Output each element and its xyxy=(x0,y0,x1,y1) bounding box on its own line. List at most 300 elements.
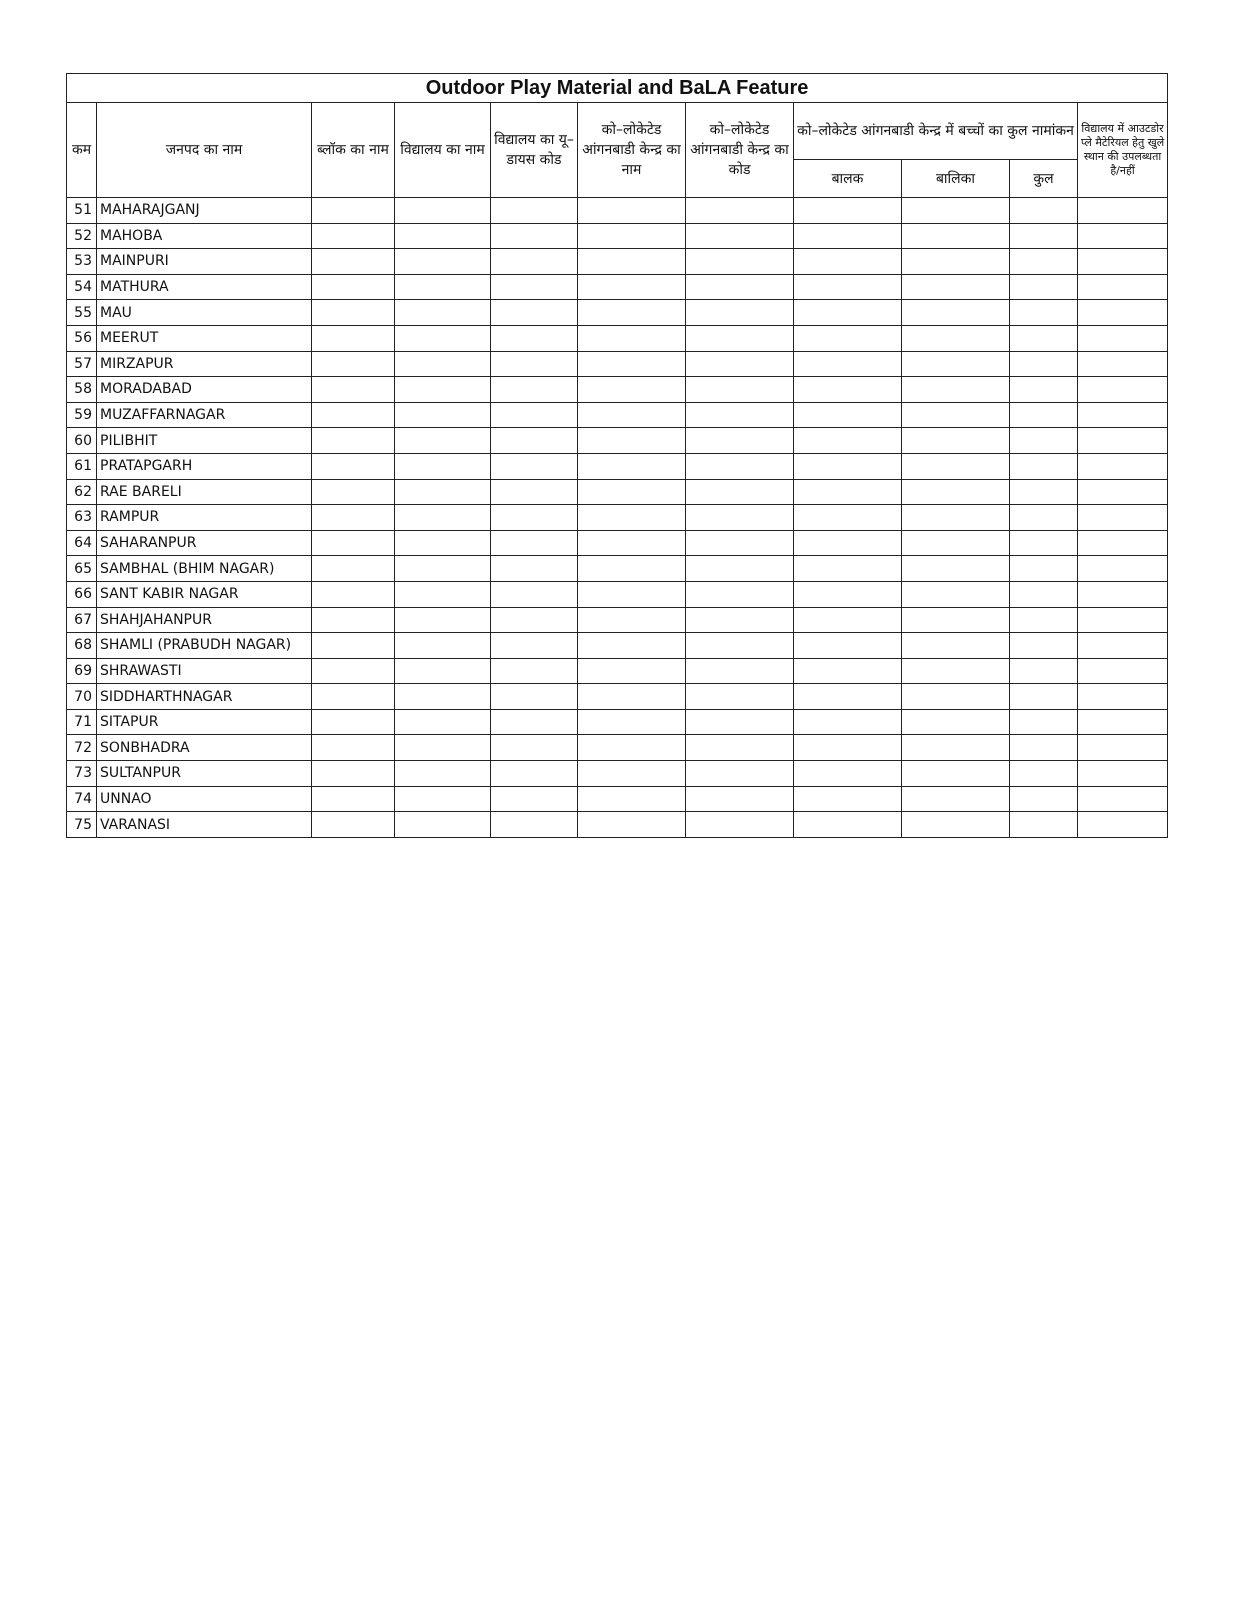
empty-cell[interactable] xyxy=(578,223,686,249)
row-district: SHRAWASTI xyxy=(97,658,312,684)
empty-cell[interactable] xyxy=(794,684,902,710)
empty-cell[interactable] xyxy=(686,453,794,479)
row-district: SAHARANPUR xyxy=(97,530,312,556)
row-district: SONBHADRA xyxy=(97,735,312,761)
empty-cell[interactable] xyxy=(578,505,686,531)
empty-cell[interactable] xyxy=(578,735,686,761)
empty-cell[interactable] xyxy=(491,223,578,249)
table-row xyxy=(67,812,1168,838)
empty-cell[interactable] xyxy=(578,812,686,838)
empty-cell[interactable] xyxy=(902,581,1010,607)
empty-cell[interactable] xyxy=(491,607,578,633)
empty-cell[interactable] xyxy=(312,428,395,454)
empty-cell[interactable] xyxy=(1078,325,1168,351)
empty-cell[interactable] xyxy=(491,530,578,556)
empty-cell[interactable] xyxy=(491,658,578,684)
empty-cell[interactable] xyxy=(902,453,1010,479)
sheet-title: Outdoor Play Material and BaLA Feature xyxy=(67,74,1168,103)
data-sheet xyxy=(66,73,1167,838)
empty-cell[interactable] xyxy=(902,735,1010,761)
header-udise-code: विद्यालय का यू–डायस कोड xyxy=(491,103,578,198)
empty-cell[interactable] xyxy=(902,684,1010,710)
empty-cell[interactable] xyxy=(1010,198,1078,224)
empty-cell[interactable] xyxy=(1010,377,1078,403)
row-serial: 66 xyxy=(67,581,97,607)
empty-cell[interactable] xyxy=(686,351,794,377)
empty-cell[interactable] xyxy=(794,581,902,607)
table-row xyxy=(67,402,1168,428)
empty-cell[interactable] xyxy=(686,377,794,403)
empty-cell[interactable] xyxy=(1078,735,1168,761)
table-row xyxy=(67,607,1168,633)
row-serial: 52 xyxy=(67,223,97,249)
empty-cell[interactable] xyxy=(578,761,686,787)
row-district: MEERUT xyxy=(97,325,312,351)
empty-cell[interactable] xyxy=(1010,530,1078,556)
empty-cell[interactable] xyxy=(794,658,902,684)
empty-cell[interactable] xyxy=(395,812,491,838)
empty-cell[interactable] xyxy=(1010,428,1078,454)
table-row xyxy=(67,300,1168,326)
row-district: SIDDHARTHNAGAR xyxy=(97,684,312,710)
empty-cell[interactable] xyxy=(686,428,794,454)
empty-cell[interactable] xyxy=(1010,581,1078,607)
table-row xyxy=(67,479,1168,505)
empty-cell[interactable] xyxy=(395,428,491,454)
empty-cell[interactable] xyxy=(312,325,395,351)
empty-cell[interactable] xyxy=(1078,709,1168,735)
empty-cell[interactable] xyxy=(1010,556,1078,582)
empty-cell[interactable] xyxy=(312,249,395,275)
empty-cell[interactable] xyxy=(686,761,794,787)
empty-cell[interactable] xyxy=(491,761,578,787)
empty-cell[interactable] xyxy=(1078,249,1168,275)
empty-cell[interactable] xyxy=(794,479,902,505)
empty-cell[interactable] xyxy=(312,709,395,735)
empty-cell[interactable] xyxy=(686,658,794,684)
empty-cell[interactable] xyxy=(902,274,1010,300)
empty-cell[interactable] xyxy=(578,709,686,735)
empty-cell[interactable] xyxy=(312,607,395,633)
empty-cell[interactable] xyxy=(686,812,794,838)
table-row xyxy=(67,377,1168,403)
empty-cell[interactable] xyxy=(491,300,578,326)
empty-cell[interactable] xyxy=(686,223,794,249)
empty-cell[interactable] xyxy=(902,761,1010,787)
empty-cell[interactable] xyxy=(1010,402,1078,428)
empty-cell[interactable] xyxy=(686,530,794,556)
empty-cell[interactable] xyxy=(312,274,395,300)
empty-cell[interactable] xyxy=(902,223,1010,249)
empty-cell[interactable] xyxy=(395,581,491,607)
empty-cell[interactable] xyxy=(578,684,686,710)
table-row xyxy=(67,428,1168,454)
empty-cell[interactable] xyxy=(1010,274,1078,300)
row-serial: 75 xyxy=(67,812,97,838)
empty-cell[interactable] xyxy=(491,709,578,735)
row-district: PRATAPGARH xyxy=(97,453,312,479)
row-district: MAINPURI xyxy=(97,249,312,275)
empty-cell[interactable] xyxy=(902,428,1010,454)
row-serial: 70 xyxy=(67,684,97,710)
empty-cell[interactable] xyxy=(902,505,1010,531)
empty-cell[interactable] xyxy=(312,786,395,812)
empty-cell[interactable] xyxy=(395,786,491,812)
empty-cell[interactable] xyxy=(1010,223,1078,249)
empty-cell[interactable] xyxy=(491,351,578,377)
header-total: कुल xyxy=(1010,160,1078,198)
empty-cell[interactable] xyxy=(902,325,1010,351)
empty-cell[interactable] xyxy=(312,633,395,659)
table-row xyxy=(67,198,1168,224)
empty-cell[interactable] xyxy=(686,684,794,710)
empty-cell[interactable] xyxy=(1078,402,1168,428)
row-district: RAMPUR xyxy=(97,505,312,531)
empty-cell[interactable] xyxy=(1078,530,1168,556)
empty-cell[interactable] xyxy=(794,453,902,479)
empty-cell[interactable] xyxy=(395,249,491,275)
empty-cell[interactable] xyxy=(578,786,686,812)
empty-cell[interactable] xyxy=(794,530,902,556)
empty-cell[interactable] xyxy=(491,633,578,659)
empty-cell[interactable] xyxy=(491,735,578,761)
table-row xyxy=(67,530,1168,556)
empty-cell[interactable] xyxy=(794,786,902,812)
empty-cell[interactable] xyxy=(491,581,578,607)
empty-cell[interactable] xyxy=(686,274,794,300)
empty-cell[interactable] xyxy=(1078,812,1168,838)
table-row xyxy=(67,351,1168,377)
empty-cell[interactable] xyxy=(902,658,1010,684)
empty-cell[interactable] xyxy=(395,658,491,684)
empty-cell[interactable] xyxy=(1010,300,1078,326)
empty-cell[interactable] xyxy=(902,198,1010,224)
header-boys: बालक xyxy=(794,160,902,198)
empty-cell[interactable] xyxy=(491,505,578,531)
row-district: MAHOBA xyxy=(97,223,312,249)
empty-cell[interactable] xyxy=(312,351,395,377)
empty-cell[interactable] xyxy=(794,812,902,838)
empty-cell[interactable] xyxy=(794,709,902,735)
row-serial: 53 xyxy=(67,249,97,275)
row-serial: 63 xyxy=(67,505,97,531)
table-row xyxy=(67,556,1168,582)
empty-cell[interactable] xyxy=(395,479,491,505)
empty-cell[interactable] xyxy=(794,351,902,377)
table-row xyxy=(67,633,1168,659)
empty-cell[interactable] xyxy=(686,633,794,659)
empty-cell[interactable] xyxy=(578,530,686,556)
empty-cell[interactable] xyxy=(1010,684,1078,710)
empty-cell[interactable] xyxy=(578,402,686,428)
empty-cell[interactable] xyxy=(1078,581,1168,607)
empty-cell[interactable] xyxy=(395,402,491,428)
empty-cell[interactable] xyxy=(1010,812,1078,838)
empty-cell[interactable] xyxy=(578,453,686,479)
empty-cell[interactable] xyxy=(395,735,491,761)
header-anganwadi-code: को–लोकेटेड आंगनबाडी केन्द्र का कोड xyxy=(686,103,794,198)
row-district: SHAMLI (PRABUDH NAGAR) xyxy=(97,633,312,659)
empty-cell[interactable] xyxy=(794,505,902,531)
empty-cell[interactable] xyxy=(686,505,794,531)
empty-cell[interactable] xyxy=(794,377,902,403)
empty-cell[interactable] xyxy=(902,633,1010,659)
empty-cell[interactable] xyxy=(686,786,794,812)
empty-cell[interactable] xyxy=(1078,505,1168,531)
row-district: MAHARAJGANJ xyxy=(97,198,312,224)
empty-cell[interactable] xyxy=(395,274,491,300)
row-district: MAU xyxy=(97,300,312,326)
empty-cell[interactable] xyxy=(902,786,1010,812)
empty-cell[interactable] xyxy=(794,607,902,633)
empty-cell[interactable] xyxy=(578,428,686,454)
row-serial: 64 xyxy=(67,530,97,556)
empty-cell[interactable] xyxy=(395,607,491,633)
table-row xyxy=(67,249,1168,275)
empty-cell[interactable] xyxy=(1078,351,1168,377)
empty-cell[interactable] xyxy=(395,325,491,351)
empty-cell[interactable] xyxy=(1010,761,1078,787)
empty-cell[interactable] xyxy=(902,402,1010,428)
empty-cell[interactable] xyxy=(794,249,902,275)
empty-cell[interactable] xyxy=(1078,274,1168,300)
empty-cell[interactable] xyxy=(1010,351,1078,377)
empty-cell[interactable] xyxy=(312,812,395,838)
empty-cell[interactable] xyxy=(491,428,578,454)
table-body xyxy=(67,198,1168,838)
empty-cell[interactable] xyxy=(686,249,794,275)
row-serial: 73 xyxy=(67,761,97,787)
empty-cell[interactable] xyxy=(794,274,902,300)
empty-cell[interactable] xyxy=(794,556,902,582)
empty-cell[interactable] xyxy=(312,453,395,479)
empty-cell[interactable] xyxy=(794,735,902,761)
empty-cell[interactable] xyxy=(902,351,1010,377)
empty-cell[interactable] xyxy=(686,300,794,326)
empty-cell[interactable] xyxy=(686,479,794,505)
empty-cell[interactable] xyxy=(1010,735,1078,761)
row-district: MIRZAPUR xyxy=(97,351,312,377)
empty-cell[interactable] xyxy=(686,325,794,351)
empty-cell[interactable] xyxy=(1078,198,1168,224)
empty-cell[interactable] xyxy=(395,223,491,249)
empty-cell[interactable] xyxy=(578,581,686,607)
empty-cell[interactable] xyxy=(902,812,1010,838)
empty-cell[interactable] xyxy=(902,556,1010,582)
empty-cell[interactable] xyxy=(1078,607,1168,633)
row-serial: 62 xyxy=(67,479,97,505)
empty-cell[interactable] xyxy=(686,556,794,582)
empty-cell[interactable] xyxy=(312,505,395,531)
empty-cell[interactable] xyxy=(902,249,1010,275)
empty-cell[interactable] xyxy=(491,453,578,479)
empty-cell[interactable] xyxy=(491,556,578,582)
empty-cell[interactable] xyxy=(312,684,395,710)
empty-cell[interactable] xyxy=(578,325,686,351)
empty-cell[interactable] xyxy=(578,300,686,326)
table-row xyxy=(67,684,1168,710)
empty-cell[interactable] xyxy=(491,377,578,403)
empty-cell[interactable] xyxy=(902,300,1010,326)
empty-cell[interactable] xyxy=(312,223,395,249)
empty-cell[interactable] xyxy=(491,402,578,428)
empty-cell[interactable] xyxy=(395,684,491,710)
empty-cell[interactable] xyxy=(686,735,794,761)
empty-cell[interactable] xyxy=(491,325,578,351)
empty-cell[interactable] xyxy=(312,761,395,787)
empty-cell[interactable] xyxy=(312,402,395,428)
header-open-space: विद्यालय में आउटडोर प्ले मैटेरियल हेतु खुले स्थान की उपलब्धता है/नहीं xyxy=(1078,103,1168,198)
empty-cell[interactable] xyxy=(1078,300,1168,326)
empty-cell[interactable] xyxy=(686,607,794,633)
row-serial: 72 xyxy=(67,735,97,761)
table-row xyxy=(67,505,1168,531)
empty-cell[interactable] xyxy=(1078,633,1168,659)
empty-cell[interactable] xyxy=(312,377,395,403)
empty-cell[interactable] xyxy=(902,607,1010,633)
empty-cell[interactable] xyxy=(395,761,491,787)
header-district: जनपद का नाम xyxy=(97,103,312,198)
empty-cell[interactable] xyxy=(1078,556,1168,582)
empty-cell[interactable] xyxy=(312,530,395,556)
empty-cell[interactable] xyxy=(1010,633,1078,659)
table-row xyxy=(67,325,1168,351)
empty-cell[interactable] xyxy=(491,198,578,224)
row-serial: 57 xyxy=(67,351,97,377)
header-anganwadi-name: को–लोकेटेड आंगनबाडी केन्द्र का नाम xyxy=(578,103,686,198)
header-school-name: विद्यालय का नाम xyxy=(395,103,491,198)
row-district: VARANASI xyxy=(97,812,312,838)
empty-cell[interactable] xyxy=(1010,249,1078,275)
empty-cell[interactable] xyxy=(902,479,1010,505)
empty-cell[interactable] xyxy=(395,453,491,479)
table-row xyxy=(67,453,1168,479)
empty-cell[interactable] xyxy=(794,633,902,659)
empty-cell[interactable] xyxy=(794,198,902,224)
row-serial: 59 xyxy=(67,402,97,428)
empty-cell[interactable] xyxy=(578,377,686,403)
empty-cell[interactable] xyxy=(395,709,491,735)
empty-cell[interactable] xyxy=(395,377,491,403)
empty-cell[interactable] xyxy=(491,274,578,300)
empty-cell[interactable] xyxy=(686,581,794,607)
empty-cell[interactable] xyxy=(578,479,686,505)
empty-cell[interactable] xyxy=(1010,453,1078,479)
empty-cell[interactable] xyxy=(686,198,794,224)
empty-cell[interactable] xyxy=(578,274,686,300)
empty-cell[interactable] xyxy=(1010,786,1078,812)
empty-cell[interactable] xyxy=(312,556,395,582)
empty-cell[interactable] xyxy=(794,761,902,787)
empty-cell[interactable] xyxy=(491,479,578,505)
empty-cell[interactable] xyxy=(395,556,491,582)
row-serial: 71 xyxy=(67,709,97,735)
empty-cell[interactable] xyxy=(686,402,794,428)
row-serial: 68 xyxy=(67,633,97,659)
empty-cell[interactable] xyxy=(902,377,1010,403)
row-district: MORADABAD xyxy=(97,377,312,403)
header-serial: कम xyxy=(67,103,97,198)
empty-cell[interactable] xyxy=(1078,453,1168,479)
empty-cell[interactable] xyxy=(578,351,686,377)
empty-cell[interactable] xyxy=(1010,479,1078,505)
row-district: SAMBHAL (BHIM NAGAR) xyxy=(97,556,312,582)
empty-cell[interactable] xyxy=(312,735,395,761)
row-district: SANT KABIR NAGAR xyxy=(97,581,312,607)
row-serial: 67 xyxy=(67,607,97,633)
empty-cell[interactable] xyxy=(1078,377,1168,403)
empty-cell[interactable] xyxy=(578,658,686,684)
row-serial: 69 xyxy=(67,658,97,684)
empty-cell[interactable] xyxy=(578,249,686,275)
empty-cell[interactable] xyxy=(1010,709,1078,735)
empty-cell[interactable] xyxy=(1078,479,1168,505)
empty-cell[interactable] xyxy=(578,607,686,633)
table-row xyxy=(67,658,1168,684)
empty-cell[interactable] xyxy=(312,479,395,505)
table-row xyxy=(67,761,1168,787)
empty-cell[interactable] xyxy=(902,530,1010,556)
empty-cell[interactable] xyxy=(1010,658,1078,684)
row-district: UNNAO xyxy=(97,786,312,812)
row-serial: 61 xyxy=(67,453,97,479)
empty-cell[interactable] xyxy=(312,300,395,326)
empty-cell[interactable] xyxy=(395,198,491,224)
empty-cell[interactable] xyxy=(491,249,578,275)
empty-cell[interactable] xyxy=(1078,658,1168,684)
empty-cell[interactable] xyxy=(794,325,902,351)
empty-cell[interactable] xyxy=(578,633,686,659)
empty-cell[interactable] xyxy=(395,530,491,556)
empty-cell[interactable] xyxy=(1078,428,1168,454)
empty-cell[interactable] xyxy=(794,428,902,454)
empty-cell[interactable] xyxy=(312,198,395,224)
empty-cell[interactable] xyxy=(491,684,578,710)
row-serial: 74 xyxy=(67,786,97,812)
empty-cell[interactable] xyxy=(686,709,794,735)
empty-cell[interactable] xyxy=(1078,684,1168,710)
row-serial: 55 xyxy=(67,300,97,326)
empty-cell[interactable] xyxy=(312,658,395,684)
empty-cell[interactable] xyxy=(491,812,578,838)
empty-cell[interactable] xyxy=(395,633,491,659)
empty-cell[interactable] xyxy=(578,198,686,224)
empty-cell[interactable] xyxy=(578,556,686,582)
empty-cell[interactable] xyxy=(1010,505,1078,531)
empty-cell[interactable] xyxy=(794,402,902,428)
empty-cell[interactable] xyxy=(1078,786,1168,812)
empty-cell[interactable] xyxy=(794,223,902,249)
table-row xyxy=(67,223,1168,249)
row-serial: 58 xyxy=(67,377,97,403)
empty-cell[interactable] xyxy=(395,351,491,377)
header-block: ब्लॉक का नाम xyxy=(312,103,395,198)
empty-cell[interactable] xyxy=(1010,607,1078,633)
empty-cell[interactable] xyxy=(794,300,902,326)
empty-cell[interactable] xyxy=(395,505,491,531)
empty-cell[interactable] xyxy=(1078,223,1168,249)
empty-cell[interactable] xyxy=(1078,761,1168,787)
empty-cell[interactable] xyxy=(491,786,578,812)
empty-cell[interactable] xyxy=(312,581,395,607)
empty-cell[interactable] xyxy=(395,300,491,326)
row-district: RAE BARELI xyxy=(97,479,312,505)
header-enrolment-group: को–लोकेटेड आंगनबाडी केन्द्र में बच्चों का कुल नामांकन xyxy=(794,103,1078,160)
table-row xyxy=(67,581,1168,607)
row-serial: 65 xyxy=(67,556,97,582)
empty-cell[interactable] xyxy=(902,709,1010,735)
empty-cell[interactable] xyxy=(1010,325,1078,351)
